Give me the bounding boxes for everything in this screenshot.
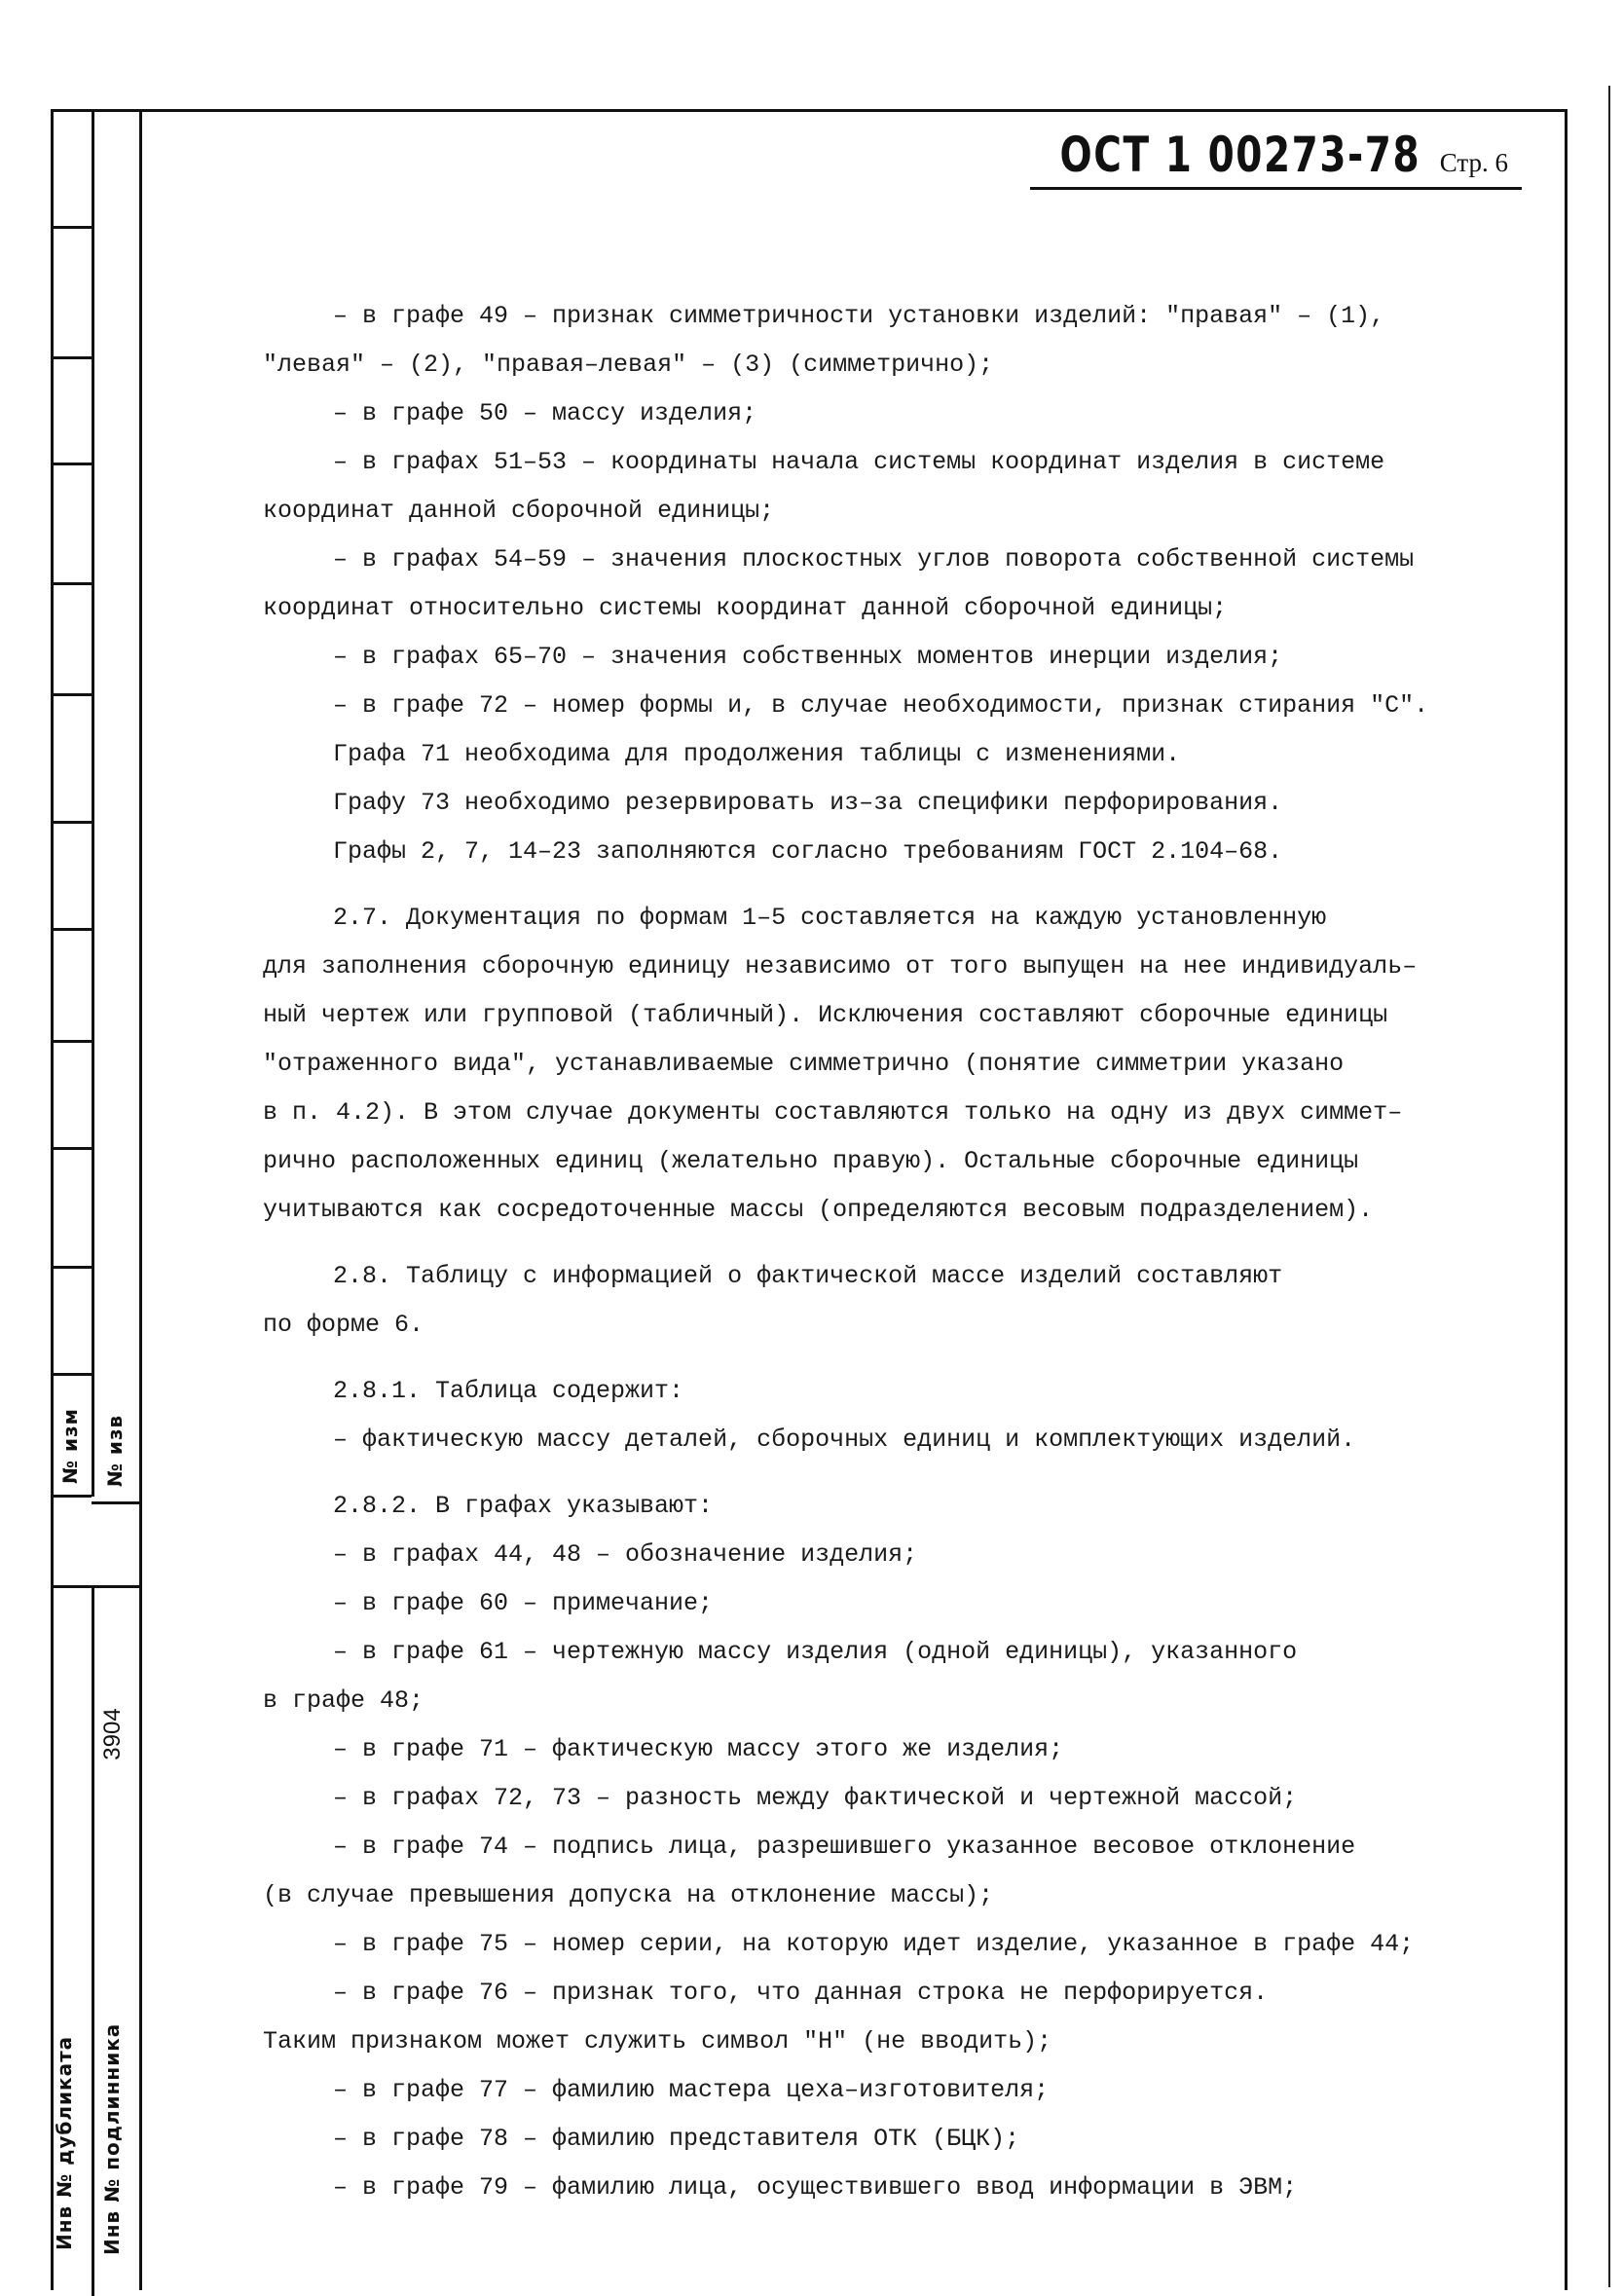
text-line: "левая" – (2), "правая–левая" – (3) (симметрично); [263,351,994,379]
margin-cell-line [51,226,92,229]
text-line: для заполнения сборочную единицу независимо от того выпущен на нее индивидуаль– [263,952,1418,981]
text-line: – в графе 78 – фамилию представителя ОТК (БЦК); [333,2125,1020,2153]
text-line: ный чертеж или групповой (табличный). Исключения составляют сборочные единицы [263,1001,1388,1029]
frame-right-border [1565,109,1568,2290]
section-2-8-start: 2.8. Таблицу с информацией о фактической массе изделий составляют [333,1262,1283,1290]
margin-label-izm: № изм [58,1408,82,1485]
text-line: координат данной сборочной единицы; [263,497,775,525]
text-line: рично расположенных единиц (желательно правую). Остальные сборочные единицы [263,1147,1359,1175]
margin-label-izv: № изв [103,1414,127,1488]
text-line: Графа 71 необходима для продолжения таблицы с изменениями. [333,740,1181,768]
margin-cell-line [51,582,92,585]
margin-cell-line [51,356,92,359]
margin-column-divider [92,109,94,1497]
margin-cell-line [51,821,92,824]
text-line: – в графе 79 – фамилию лица, осуществившего ввод информации в ЭВМ; [333,2173,1298,2202]
text-line: – в графе 50 – массу изделия; [333,399,757,427]
text-line: – в графе 77 – фамилию мастера цеха–изготовителя; [333,2076,1050,2104]
text-line: – в графе 60 – примечание; [333,1589,714,1617]
document-body [263,292,1519,2212]
text-line: в графе 48; [263,1686,424,1715]
text-line: – в графе 72 – номер формы и, в случае необходимости, признак стирания "С". [333,691,1429,720]
section-2-7-start: 2.7. Документация по формам 1–5 составляется на каждую установленную [333,904,1327,932]
page-edge-line [1608,86,1610,2287]
margin-cell-line [92,1501,140,1504]
text-line: – в графах 72, 73 – разность между фактической и чертежной массой; [333,1784,1298,1812]
section-2-8-2-start: 2.8.2. В графах указывают: [333,1492,714,1520]
text-line: – в графах 65–70 – значения собственных моментов инерции изделия; [333,643,1283,671]
margin-label-dublikat: Инв № дубликата [53,2035,76,2250]
margin-label-podlinnik: Инв № подлинника [100,2022,124,2255]
margin-cell-line [51,1147,92,1150]
margin-cell-line [51,1040,92,1043]
margin-cell-line [51,1585,140,1588]
margin-cell-line [51,928,92,931]
margin-cell-line [51,109,140,112]
standard-code: ОСТ 1 00273-78 [1059,127,1420,183]
margin-cell-line [51,1373,92,1376]
text-line: Графы 2, 7, 14–23 заполняются согласно требованиям ГОСТ 2.104–68. [333,837,1283,866]
text-line: (в случае превышения допуска на отклонение массы); [263,1881,994,1909]
margin-cell-line [51,463,92,465]
text-line: – в графах 54–59 – значения плоскостных углов поворота собственной системы [333,545,1415,574]
text-line: – в графах 51–53 – координаты начала системы координат изделия в системе [333,448,1385,476]
margin-cell-line [51,693,92,696]
text-line: – в графе 74 – подпись лица, разрешившего указанное весовое отклонение [333,1833,1356,1861]
text-line: – в графе 76 – признак того, что данная строка не перфорируется. [333,1979,1269,2007]
text-line: в п. 4.2). В этом случае документы составляются только на одну из двух симмет– [263,1098,1403,1127]
margin-registration-number: 3904 [99,1708,126,1760]
margin-stamp-frame [51,109,143,2290]
text-line: учитываются как сосредоточенные массы (определяются весовым подразделением). [263,1196,1374,1224]
page-number: Стр. 6 [1439,148,1508,177]
text-line: – в графах 44, 48 – обозначение изделия; [333,1540,918,1569]
frame-top-border [139,109,1567,112]
text-line: по форме 6. [263,1311,424,1339]
text-line: координат относительно системы координат данной сборочной единицы; [263,594,1228,622]
margin-column-divider-lower [92,1585,94,2296]
text-line: Таким признаком может служить символ "Н" (не вводить); [263,2027,1052,2055]
text-line: – в графе 49 – признак симметричности установки изделий: "правая" – (1), [333,302,1385,330]
margin-cell-line [51,1495,92,1498]
text-line: – в графе 61 – чертежную массу изделия (одной единицы), указанного [333,1638,1298,1666]
page-header [958,127,1523,183]
header-underline [1030,187,1522,190]
section-2-8-1-start: 2.8.1. Таблица содержит: [333,1377,684,1405]
text-line: "отраженного вида", устанавливаемые симметрично (понятие симметрии указано [263,1050,1345,1078]
text-line: – в графе 71 – фактическую массу этого же изделия; [333,1735,1064,1763]
text-line: – фактическую массу деталей, сборочных единиц и комплектующих изделий. [333,1426,1356,1454]
text-line: Графу 73 необходимо резервировать из–за специфики перфорирования. [333,789,1283,817]
margin-column-right-border [139,109,142,2290]
text-line: – в графе 75 – номер серии, на которую идет изделие, указанное в графе 44; [333,1930,1415,1958]
margin-cell-line [51,1266,92,1269]
